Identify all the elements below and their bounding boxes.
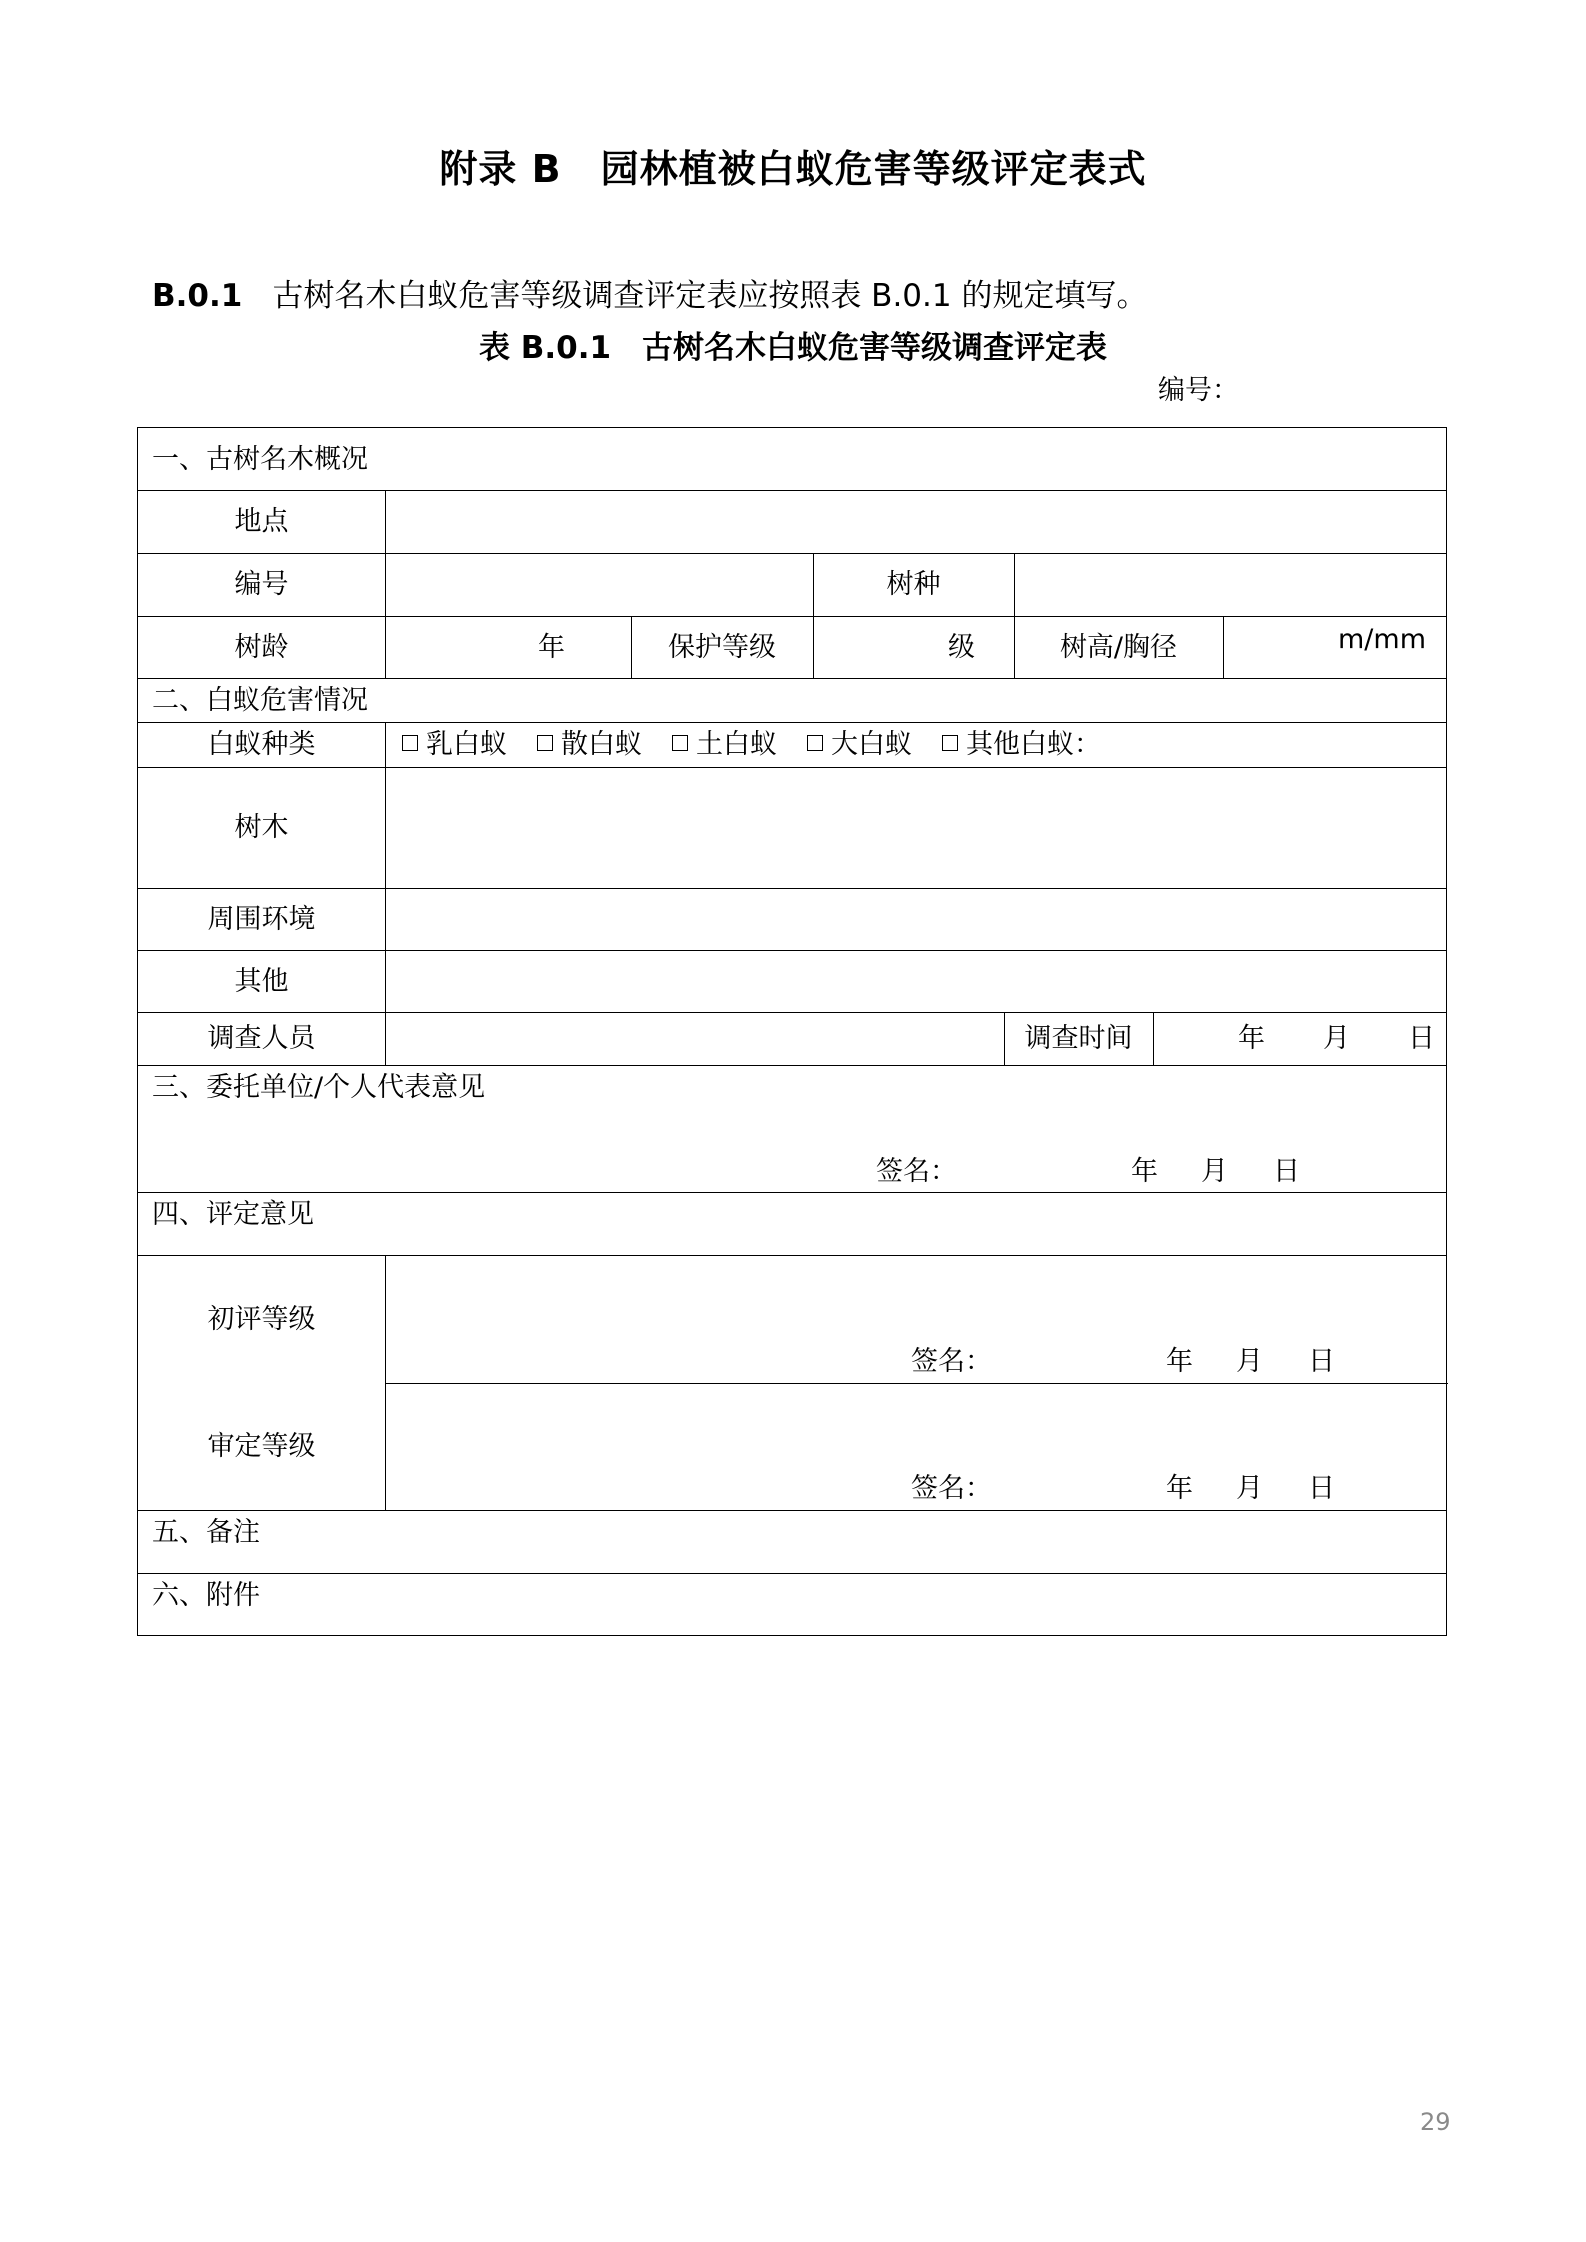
height-diameter-unit: m/mm bbox=[1338, 624, 1427, 655]
checkbox-icon[interactable] bbox=[807, 735, 823, 751]
survey-month: 月 bbox=[1323, 1023, 1350, 1054]
checkbox-icon[interactable] bbox=[537, 735, 553, 751]
location-label: 地点 bbox=[234, 506, 289, 537]
environment-field[interactable] bbox=[388, 890, 1446, 949]
review-sign-day: 日 bbox=[1308, 1473, 1335, 1504]
checkbox-icon[interactable] bbox=[942, 735, 958, 751]
tree-field[interactable] bbox=[388, 769, 1446, 887]
sign-year: 年 bbox=[1131, 1156, 1158, 1187]
protection-level-unit: 级 bbox=[948, 632, 975, 663]
species-field[interactable] bbox=[1017, 555, 1446, 615]
review-grade-label: 审定等级 bbox=[207, 1431, 316, 1462]
option-rubaiyi[interactable]: 乳白蚁 bbox=[402, 729, 507, 760]
location-field[interactable] bbox=[388, 492, 1446, 552]
serial-number-label: 编号： bbox=[1158, 375, 1239, 406]
checkbox-icon[interactable] bbox=[402, 735, 418, 751]
sign-month: 月 bbox=[1201, 1156, 1228, 1187]
termite-kind-options bbox=[402, 731, 1101, 758]
other-label: 其他 bbox=[234, 966, 289, 997]
clause-number: B.0.1 bbox=[152, 278, 243, 314]
section-1-heading: 一、古树名木概况 bbox=[152, 444, 368, 475]
page-title: 附录 B 园林植被白蚁危害等级评定表式 bbox=[439, 147, 1147, 191]
height-diameter-label: 树高/胸径 bbox=[1059, 632, 1178, 663]
section-4-heading: 四、评定意见 bbox=[152, 1199, 314, 1230]
environment-label: 周围环境 bbox=[207, 904, 316, 935]
section-2-heading: 二、白蚁危害情况 bbox=[152, 685, 368, 716]
option-tubaiyi[interactable]: 土白蚁 bbox=[672, 729, 777, 760]
section-6-heading: 六、附件 bbox=[152, 1580, 260, 1611]
sign-day: 日 bbox=[1273, 1156, 1300, 1187]
clause-b01 bbox=[152, 270, 1147, 315]
clause-text: 古树名木白蚁危害等级调查评定表应按照表 B.0.1 的规定填写。 bbox=[272, 278, 1148, 314]
number-label: 编号 bbox=[234, 569, 289, 600]
initial-sign-label: 签名： bbox=[911, 1346, 992, 1377]
protection-level-label: 保护等级 bbox=[668, 632, 776, 663]
tree-label: 树木 bbox=[234, 812, 289, 843]
other-field[interactable] bbox=[388, 952, 1446, 1011]
sign-label: 签名： bbox=[876, 1156, 957, 1187]
number-field[interactable] bbox=[388, 555, 811, 615]
evaluation-form-table bbox=[137, 427, 1447, 1636]
table-caption: 表 B.0.1 古树名木白蚁危害等级调查评定表 bbox=[478, 330, 1108, 366]
section-3-heading: 三、委托单位/个人代表意见 bbox=[152, 1072, 486, 1103]
species-label: 树种 bbox=[886, 569, 941, 600]
initial-grade-label: 初评等级 bbox=[207, 1304, 316, 1335]
age-unit: 年 bbox=[538, 632, 565, 663]
option-other[interactable]: 其他白蚁： bbox=[942, 729, 1101, 760]
page-number: 29 bbox=[1420, 2108, 1451, 2136]
initial-sign-day: 日 bbox=[1308, 1346, 1335, 1377]
survey-year: 年 bbox=[1238, 1023, 1265, 1054]
review-sign-label: 签名： bbox=[911, 1473, 992, 1504]
section-5-heading: 五、备注 bbox=[152, 1517, 260, 1548]
option-sanbaiyi[interactable]: 散白蚁 bbox=[537, 729, 642, 760]
termite-kind-label: 白蚁种类 bbox=[207, 729, 316, 760]
age-label: 树龄 bbox=[234, 632, 289, 663]
option-dabaiyi[interactable]: 大白蚁 bbox=[807, 729, 912, 760]
review-sign-year: 年 bbox=[1166, 1473, 1193, 1504]
initial-sign-year: 年 bbox=[1166, 1346, 1193, 1377]
surveyor-field[interactable] bbox=[388, 1014, 1002, 1064]
surveyor-label: 调查人员 bbox=[207, 1023, 316, 1054]
checkbox-icon[interactable] bbox=[672, 735, 688, 751]
survey-day: 日 bbox=[1408, 1023, 1435, 1054]
survey-time-label: 调查时间 bbox=[1024, 1023, 1133, 1054]
initial-sign-month: 月 bbox=[1236, 1346, 1263, 1377]
review-sign-month: 月 bbox=[1236, 1473, 1263, 1504]
